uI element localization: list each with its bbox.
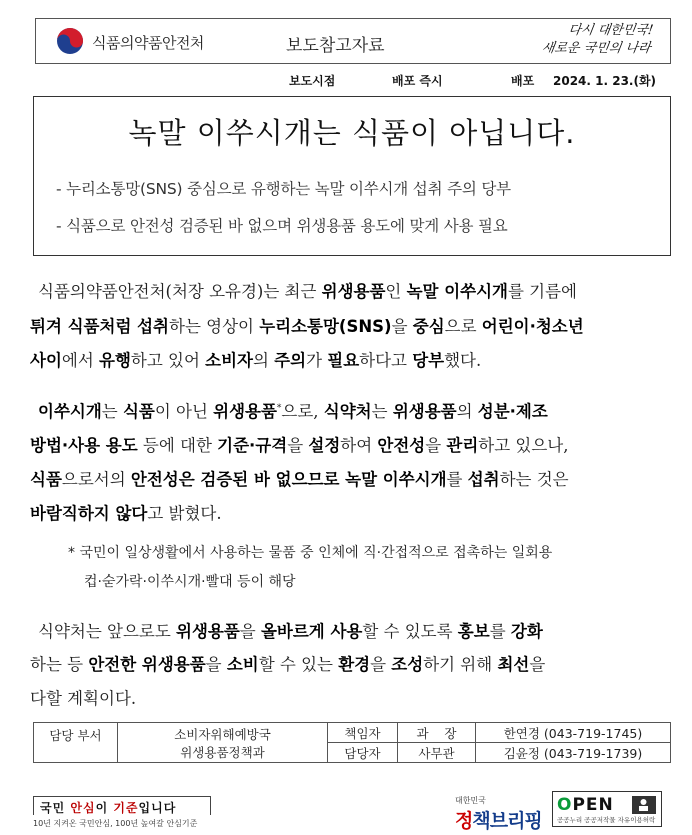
policy-briefing-logo [455, 795, 545, 832]
paragraph-line: 식약처는 앞으로도 위생용품을 올바르게 사용할 수 있도록 홍보를 강화 [38, 622, 543, 641]
table-row [34, 723, 671, 743]
open-word: OPEN [557, 795, 614, 815]
release-info [0, 72, 692, 90]
header-box [35, 18, 671, 64]
person-cell: 김윤정 (043-719-1739) [476, 743, 671, 763]
page-title: 녹말 이쑤시개는 식품이 아닙니다. [128, 116, 576, 150]
footnote-line-2: 컵·숟가락·이쑤시개·빨대 등이 해당 [84, 574, 296, 590]
release-time-value: 배포 즉시 [392, 74, 443, 88]
footer-tagline: 10년 지켜온 국민안심, 100년 높여갈 안심기준 [33, 819, 198, 828]
government-logo-icon [56, 27, 84, 55]
briefing-country: 대한민국 [455, 796, 486, 805]
title-cell: 과 장 [398, 723, 476, 743]
release-time-label: 보도시점 [289, 74, 336, 88]
contact-table [33, 722, 671, 763]
slogan-line-1: 다시 대한민국! [567, 23, 655, 38]
attribution-icon [632, 796, 656, 814]
footer-slogan [33, 796, 211, 829]
paragraph-line: 식품으로서의 안전성은 검증된 바 없으므로 녹말 이쑤시개를 섭취하는 것은 [30, 470, 569, 489]
person-cell: 한연경 (043-719-1745) [476, 723, 671, 743]
paragraph-line: 튀겨 식품처럼 섭취하는 영상이 누리소통망(SNS)을 중심으로 어린이·청소년 [30, 317, 584, 336]
org-name: 식품의약품안전처 [92, 34, 204, 52]
dept-name-line-1: 소비자위해예방국 [174, 726, 271, 742]
summary-bullet-1: - 누리소통망(SNS) 중심으로 유행하는 녹말 이쑤시개 섭취 주의 당부 [56, 180, 511, 198]
title-box [33, 96, 671, 256]
distribution-date: 2024. 1. 23.(화) [553, 74, 657, 88]
dept-label: 담당 부서 [34, 723, 118, 763]
open-caption: 공공누리 공공저작물 자유이용허락 [557, 816, 656, 824]
role-cell: 책임자 [328, 723, 398, 743]
dept-name-line-2: 위생용품정책과 [180, 744, 265, 760]
paragraph-line: 하는 등 안전한 위생용품을 소비할 수 있는 환경을 조성하기 위해 최선을 [30, 655, 546, 674]
slogan-line-2: 새로운 국민의 나라 [541, 41, 652, 56]
title-cell: 사무관 [398, 743, 476, 763]
kogl-open-badge [552, 791, 662, 827]
document-type: 보도참고자료 [286, 36, 385, 56]
paragraph-line: 이쑤시개는 식품이 아닌 위생용품*으로, 식약처는 위생용품의 성분·제조 [38, 402, 548, 421]
paragraph-line: 방법·사용 용도 등에 대한 기준·규격을 설정하여 안전성을 관리하고 있으나, [30, 436, 569, 455]
paragraph-line: 식품의약품안전처(처장 오유경)는 최근 위생용품인 녹말 이쑤시개를 기름에 [38, 282, 577, 301]
dept-name [118, 723, 328, 763]
paragraph-line: 바람직하지 않다고 밝혔다. [30, 504, 222, 523]
footnote-line-1: * 국민이 일상생활에서 사용하는 물품 중 인체에 직·간접적으로 접촉하는 일회용 [68, 545, 553, 561]
paragraph-line: 다할 계획이다. [30, 689, 137, 708]
paragraph-line: 사이에서 유행하고 있어 소비자의 주의가 필요하다고 당부했다. [30, 351, 482, 370]
role-cell: 담당자 [328, 743, 398, 763]
briefing-name: 정책브리핑 [455, 810, 542, 832]
footer-slogan-box: 국민 안심이 기준입니다 [33, 796, 211, 815]
summary-bullet-2: - 식품으로 안전성 검증된 바 없으며 위생용품 용도에 맞게 사용 필요 [56, 217, 508, 235]
slogan [541, 22, 655, 58]
distribution-label: 배포 [511, 74, 535, 88]
